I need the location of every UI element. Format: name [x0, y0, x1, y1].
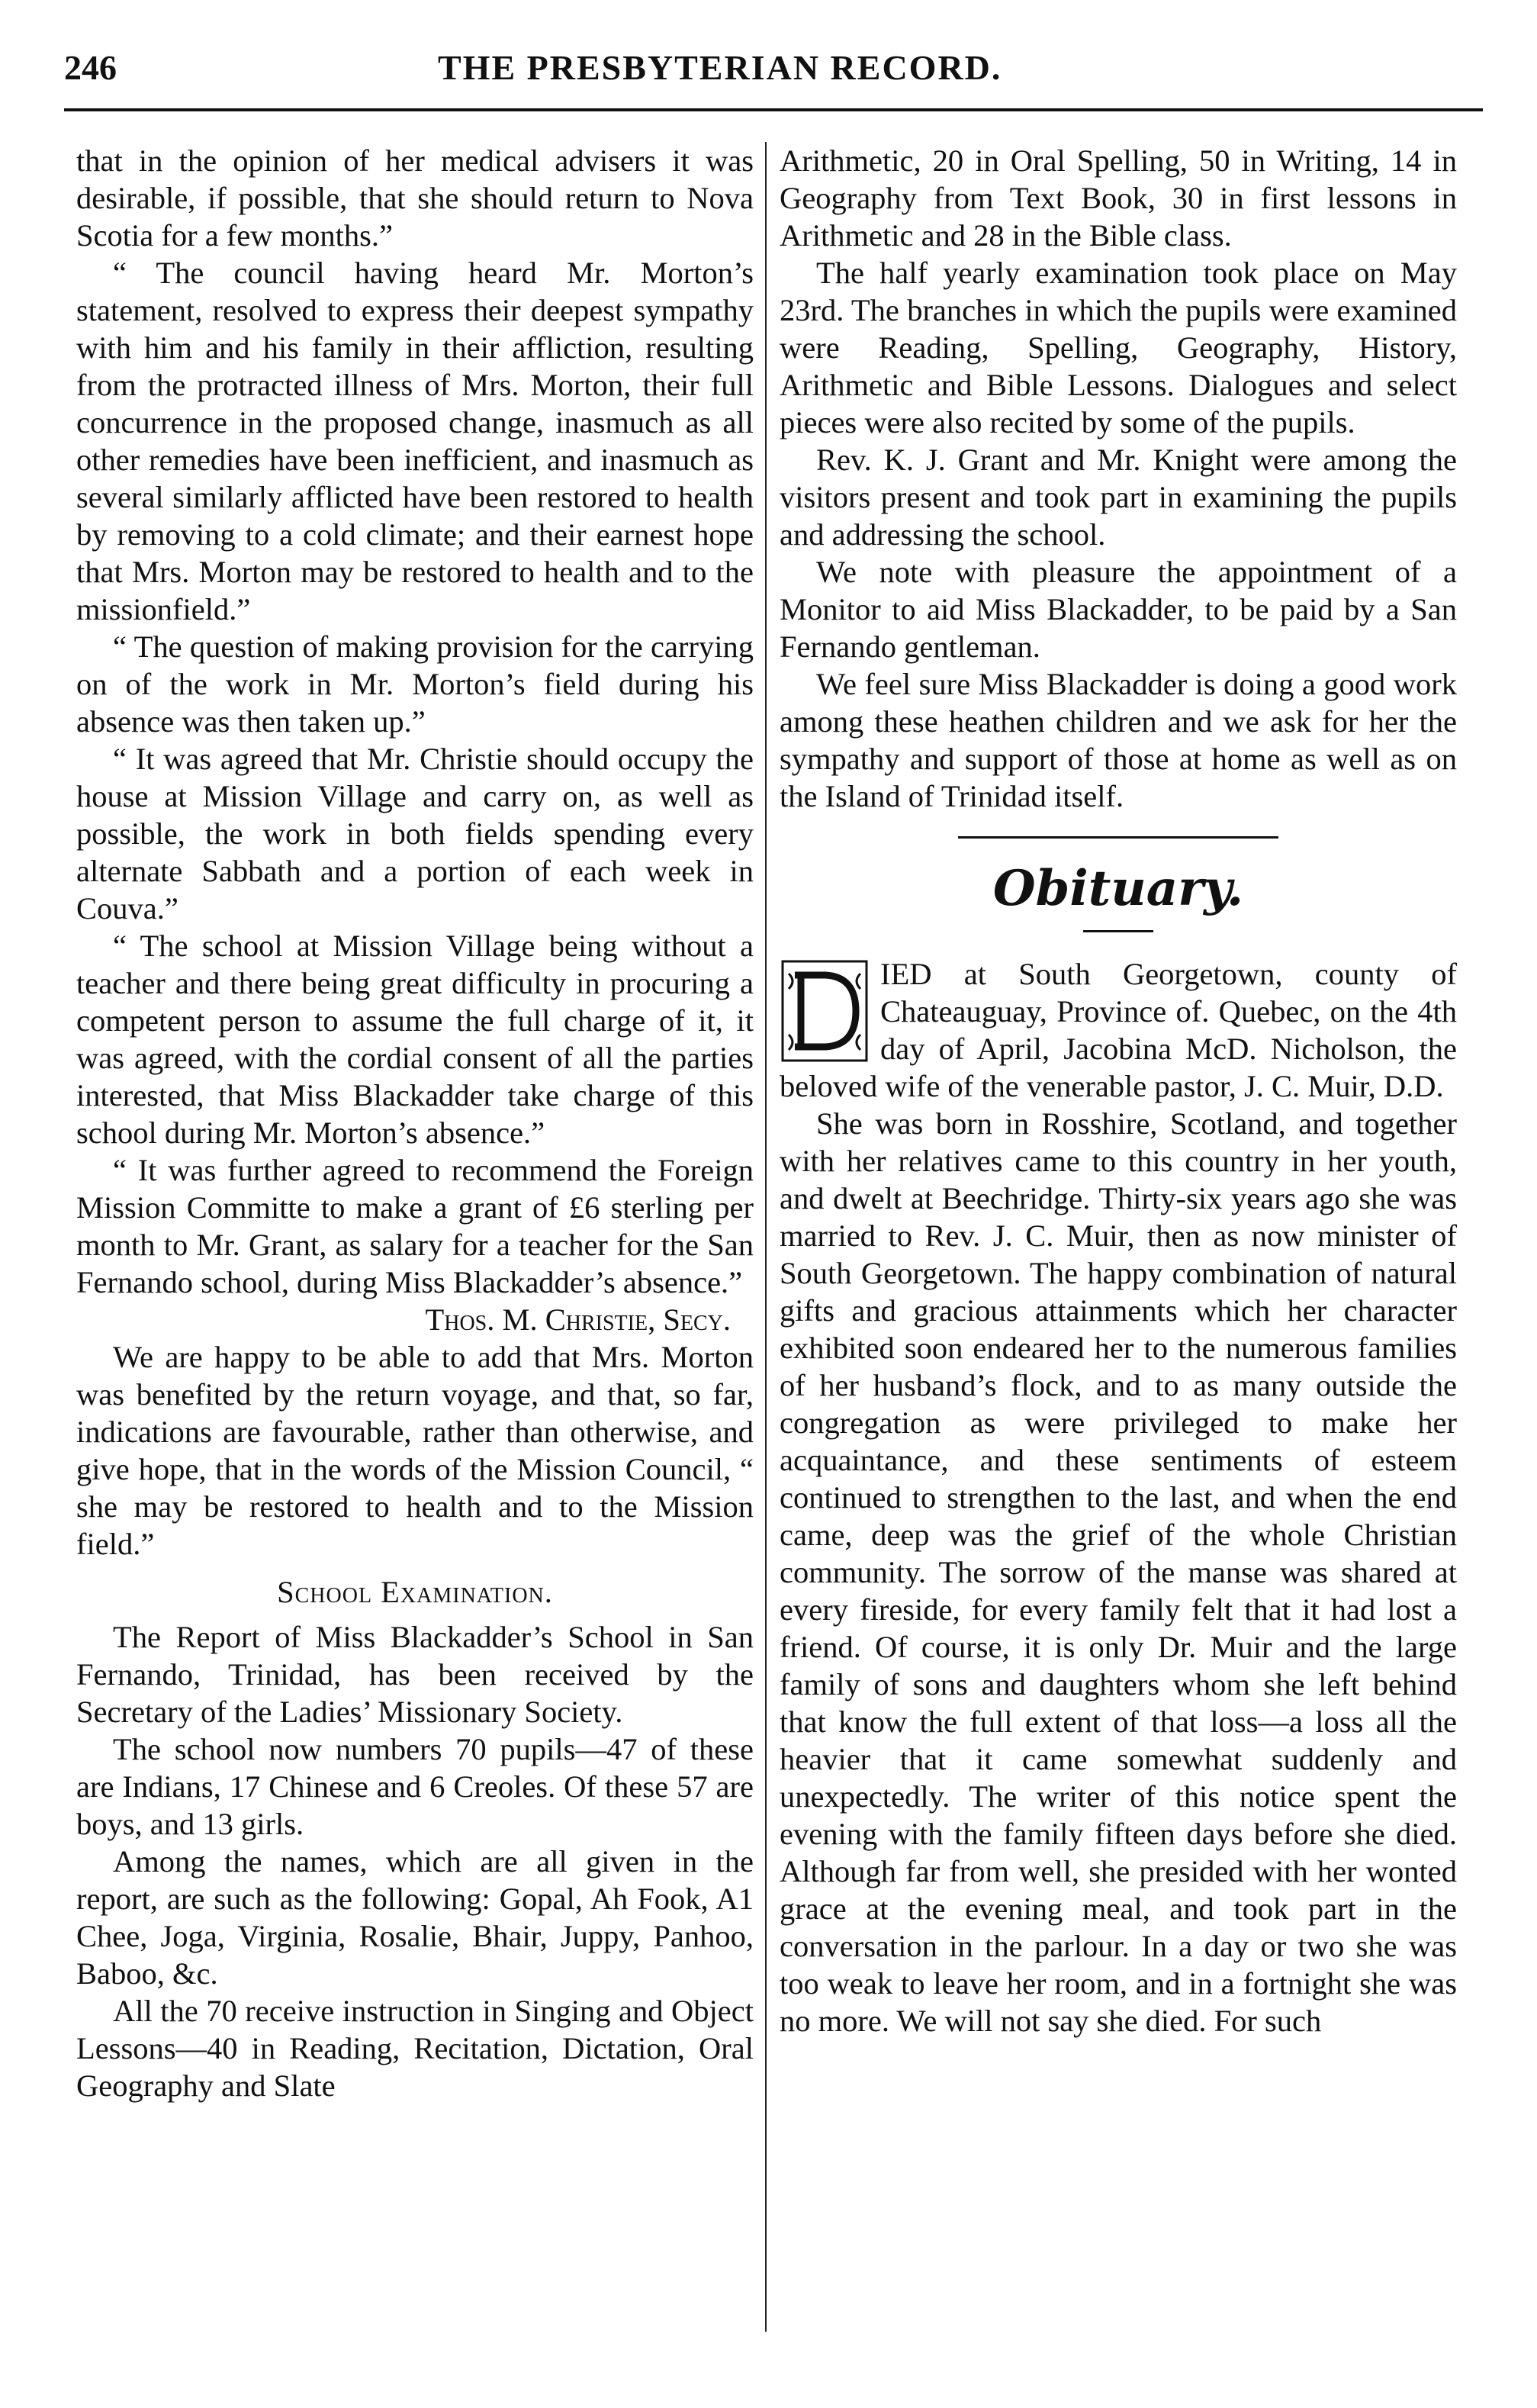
header-rule — [64, 108, 1483, 111]
paragraph: The half yearly examination took place on May 23rd. The branches in which the pupils were examined were Reading, Spelling, Geography, History, Arithmetic and Bible Lessons. Dialogues and select pieces were also recited by some of the pupils. — [780, 256, 1457, 439]
ornamental-dropcap — [780, 958, 870, 1064]
section-heading: School Examination. — [277, 1575, 553, 1609]
signature: Thos. M. Christie, Secy. — [425, 1302, 731, 1337]
paragraph: Rev. K. J. Grant and Mr. Knight were among the visitors present and took part in examining the pupils and addressing the school. — [780, 443, 1457, 552]
heading-underline — [1083, 930, 1153, 932]
paragraph: All the 70 receive instruction in Singing and Object Lessons—40 in Reading, Recitation, Dictation, Oral Geography and Slate — [76, 1994, 754, 2103]
paragraph: The Report of Miss Blackadder’s School in San Fernando, Trinidad, has been received by the Secretary of the Ladies’ Missionary Society. — [76, 1620, 754, 1729]
running-title: THE PRESBYTERIAN RECORD. — [438, 48, 1002, 87]
obituary-first-paragraph: IED at South Georgetown, county of Chateauguay, Province of. Quebec, on the 4th day of April, Jacobina McD. Nicholson, the beloved wife of the venerable pastor, J. C. Muir, D.D. — [780, 957, 1457, 1103]
paragraph: Arithmetic, 20 in Oral Spelling, 50 in Writing, 14 in Geography from Text Book, 30 in first lessons in Arithmetic and 28 in the Bible class. — [780, 143, 1457, 253]
dropcap-d-icon — [780, 958, 870, 1064]
paragraph: We note with pleasure the appointment of a Monitor to aid Miss Blackadder, to be paid by a San Fernando gentleman. — [780, 555, 1457, 664]
paragraph: “ It was further agreed to recommend the Foreign Mission Committe to make a grant of £6 sterling per month to Mr. Grant, as salary for a teacher for the San Fernando school, during Miss Blackadder’s absence.” — [76, 1153, 754, 1299]
page-header — [64, 47, 1483, 93]
paragraph: that in the opinion of her medical advisers it was desirable, if possible, that she should return to Nova Scotia for a few months.” — [76, 143, 754, 253]
paragraph: The school now numbers 70 pupils—47 of these are Indians, 17 Chinese and 6 Creoles. Of these 57 are boys, and 13 girls. — [76, 1732, 754, 1841]
paragraph: “ The council having heard Mr. Morton’s statement, resolved to express their deepest sympathy with him and his family in their affliction, resulting from the protracted illness of Mrs. Morton, their full concurrence in the proposed change, inasmuch as all other remedies have been inefficient, and inasmuch as several similarly afflicted have been restored to health by removing to a cold climate; and their earnest hope that Mrs. Morton may be restored to health and to the missionfield.” — [76, 256, 754, 626]
paragraph: She was born in Rosshire, Scotland, and together with her relatives came to this country in her youth, and dwelt at Beechridge. Thirty-six years ago she was married to Rev. J. C. Muir, then as now minister of South Georgetown. The happy combination of natural gifts and gracious attainments which her character exhibited soon endeared her to the numerous families of her husband’s flock, and to as many outside the congregation as were privileged to make her acquaintance, and these sentiments of esteem continued to strengthen to the last, and when the end came, deep was the grief of the whole Christian community. The sorrow of the manse was shared at every fireside, for every family felt that it had lost a friend. Of course, it is only Dr. Muir and the large family of sons and daughters whom she left behind that know the full extent of that loss—a loss all the heavier that it came somewhat suddenly and unexpectedly. The writer of this notice spent the evening with the family fifteen days before she died. Although far from well, she presided with her wonted grace at the evening meal, and took part in the conversation in the parlour. In a day or two she was too weak to leave her room, and in a fortnight she was no more. We will not say she died. For such — [780, 1106, 1457, 2038]
section-rule — [958, 836, 1278, 839]
column-divider — [765, 142, 767, 2332]
paragraph: Among the names, which are all given in the report, are such as the following: Gopal, Ah Fook, A1 Chee, Joga, Virginia, Rosalie, Bhair, Juppy, Panhoo, Baboo, &c. — [76, 1844, 754, 1991]
paragraph: “ It was agreed that Mr. Christie should occupy the house at Mission Village and carry on, as well as possible, the work in both fields spending every alternate Sabbath and a portion of each week in Couva.” — [76, 742, 754, 926]
paragraph: We are happy to be able to add that Mrs. Morton was benefited by the return voyage, and that, so far, indications are favourable, rather than otherwise, and give hope, that in the words of the Mission Council, “ she may be restored to health and to the Mission field.” — [76, 1340, 754, 1561]
paragraph: “ The school at Mission Village being without a teacher and there being great difficulty in procuring a competent person to assume the full charge of it, it was agreed, with the cordial consent of all the parties interested, that Miss Blackadder take charge of this school during Mr. Morton’s absence.” — [76, 929, 754, 1150]
page-number: 246 — [64, 48, 117, 87]
left-column — [76, 142, 754, 2332]
right-column — [780, 142, 1457, 2332]
obituary-heading: Obituary. — [992, 860, 1244, 917]
paragraph: We feel sure Miss Blackadder is doing a good work among these heathen children and we ask for her the sympathy and support of those at home as well as on the Island of Trinidad itself. — [780, 667, 1457, 813]
paragraph: “ The question of making provision for the carrying on of the work in Mr. Morton’s field during his absence was then taken up.” — [76, 629, 754, 739]
